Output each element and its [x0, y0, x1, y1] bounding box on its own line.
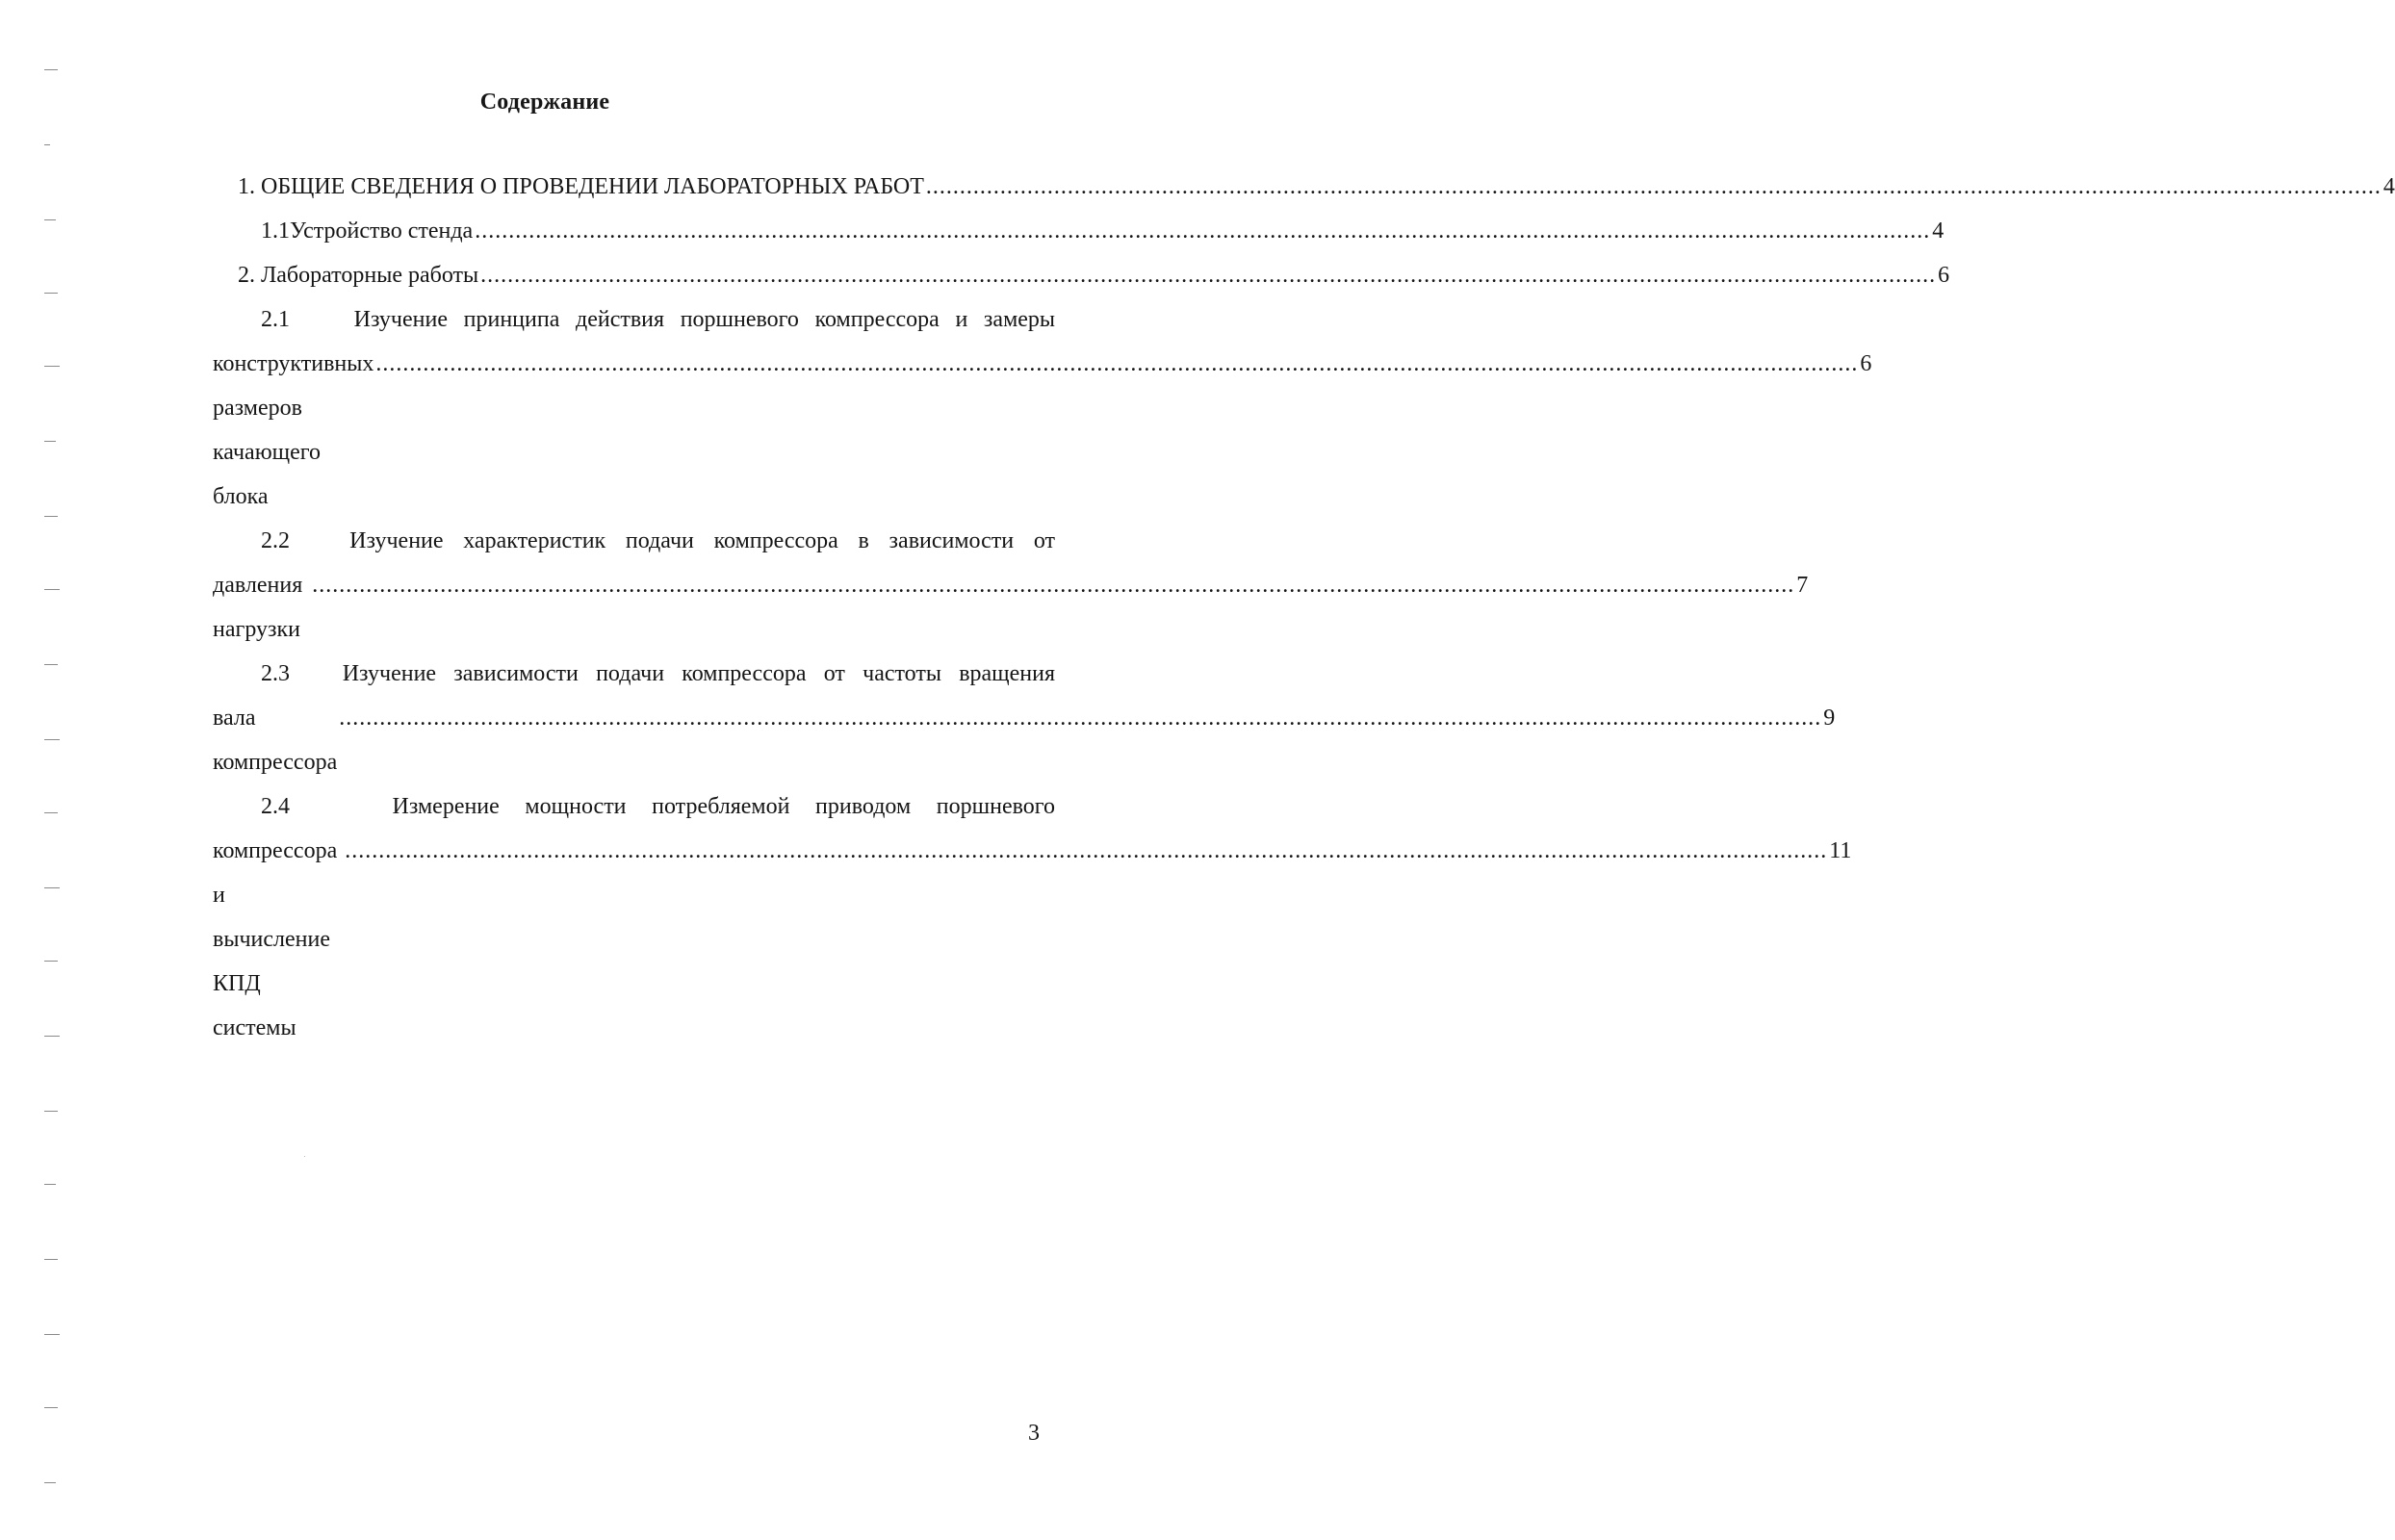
leader-dots	[926, 165, 2382, 209]
leader-dots: ............................................................................................................................................................................................................................	[345, 838, 1828, 863]
page-number: 3	[1028, 1421, 1040, 1446]
margin-mark	[44, 293, 58, 294]
toc-entry-1[interactable]	[213, 165, 2395, 209]
toc-entry-text: 2. Лабораторные работы	[238, 263, 479, 288]
toc-entry-2[interactable]	[213, 253, 1950, 297]
toc-entry-line	[213, 342, 1872, 519]
toc-entry-line	[213, 652, 1055, 696]
toc-entry-line	[213, 696, 1836, 784]
toc-entry-text: Устройство стенда	[290, 218, 474, 244]
margin-mark	[44, 664, 58, 665]
toc-entry-line	[213, 297, 1055, 342]
toc-entry-text: Изучение зависимости подачи компрессора от частоты вращения	[342, 661, 1056, 686]
leader-dots	[480, 253, 1936, 297]
leader-dots: ............................................................................................................................................................................................................................	[312, 573, 1795, 598]
toc-entry-number: 2.1	[261, 307, 290, 332]
margin-mark	[44, 739, 60, 740]
toc-page-number: 6	[1938, 263, 1950, 288]
margin-mark	[44, 219, 56, 220]
toc-entry-line	[213, 829, 1852, 1050]
margin-mark	[44, 1482, 56, 1483]
toc-entry-text: конструктивных размеров качающего блока	[213, 351, 374, 509]
margin-mark	[44, 1036, 60, 1037]
toc-entry-number: 1.1	[261, 218, 290, 244]
toc-entry-number: 2.2	[261, 528, 290, 553]
leader-dots	[475, 209, 1930, 253]
margin-mark	[44, 366, 60, 367]
toc-page-number: 4	[1932, 218, 1944, 244]
table-of-contents	[213, 165, 2395, 1050]
scan-speck	[304, 1156, 305, 1157]
toc-entry-text: Изучение принципа действия поршневого компрессора и замеры	[353, 307, 1056, 332]
margin-mark	[44, 516, 58, 517]
margin-mark	[44, 1184, 56, 1185]
toc-entry-line	[213, 784, 1055, 829]
margin-mark	[44, 961, 58, 962]
toc-entry-text: 1. ОБЩИЕ СВЕДЕНИЯ О ПРОВЕДЕНИИ ЛАБОРАТОРНЫХ РАБОТ	[238, 174, 924, 199]
margin-mark	[44, 1259, 58, 1260]
toc-entry-text: давления нагрузки	[213, 573, 303, 642]
margin-mark	[44, 1111, 58, 1112]
margin-mark	[44, 887, 60, 888]
toc-entry-2-4[interactable]	[213, 784, 1852, 1050]
toc-entry-text: вала компрессора	[213, 706, 338, 775]
toc-page-number: 11	[1829, 838, 1852, 863]
toc-entry-1-1[interactable]	[213, 209, 1944, 253]
leader-dots: ............................................................................................................................................................................................................................	[375, 351, 1859, 376]
toc-entry-text: компрессора и вычисление КПД системы	[213, 838, 338, 1040]
leader-dots: ............................................................................................................................................................................................................................	[339, 706, 1822, 731]
margin-mark	[44, 69, 58, 70]
toc-page-number: 9	[1823, 706, 1836, 731]
toc-entry-line	[213, 563, 1809, 652]
page-title: Содержание	[479, 90, 610, 115]
toc-entry-number: 2.3	[261, 661, 290, 686]
margin-mark	[44, 812, 58, 813]
toc-entry-text: Измерение мощности потребляемой приводом поршневого	[392, 794, 1056, 819]
toc-page-number: 4	[2382, 174, 2395, 199]
toc-entry-2-3[interactable]	[213, 652, 1836, 784]
margin-mark	[44, 441, 56, 442]
margin-mark	[44, 1334, 60, 1335]
toc-entry-line	[213, 519, 1055, 563]
toc-entry-text: Изучение характеристик подачи компрессора в зависимости от	[349, 528, 1056, 553]
toc-entry-number: 2.4	[261, 794, 290, 819]
binding-marks	[44, 58, 64, 1502]
toc-page-number: 7	[1796, 573, 1809, 598]
margin-mark	[44, 589, 60, 590]
toc-entry-2-2[interactable]	[213, 519, 1809, 652]
margin-mark	[44, 144, 50, 145]
toc-page-number: 6	[1860, 351, 1872, 376]
margin-mark	[44, 1407, 58, 1408]
toc-entry-2-1[interactable]	[213, 297, 1872, 519]
